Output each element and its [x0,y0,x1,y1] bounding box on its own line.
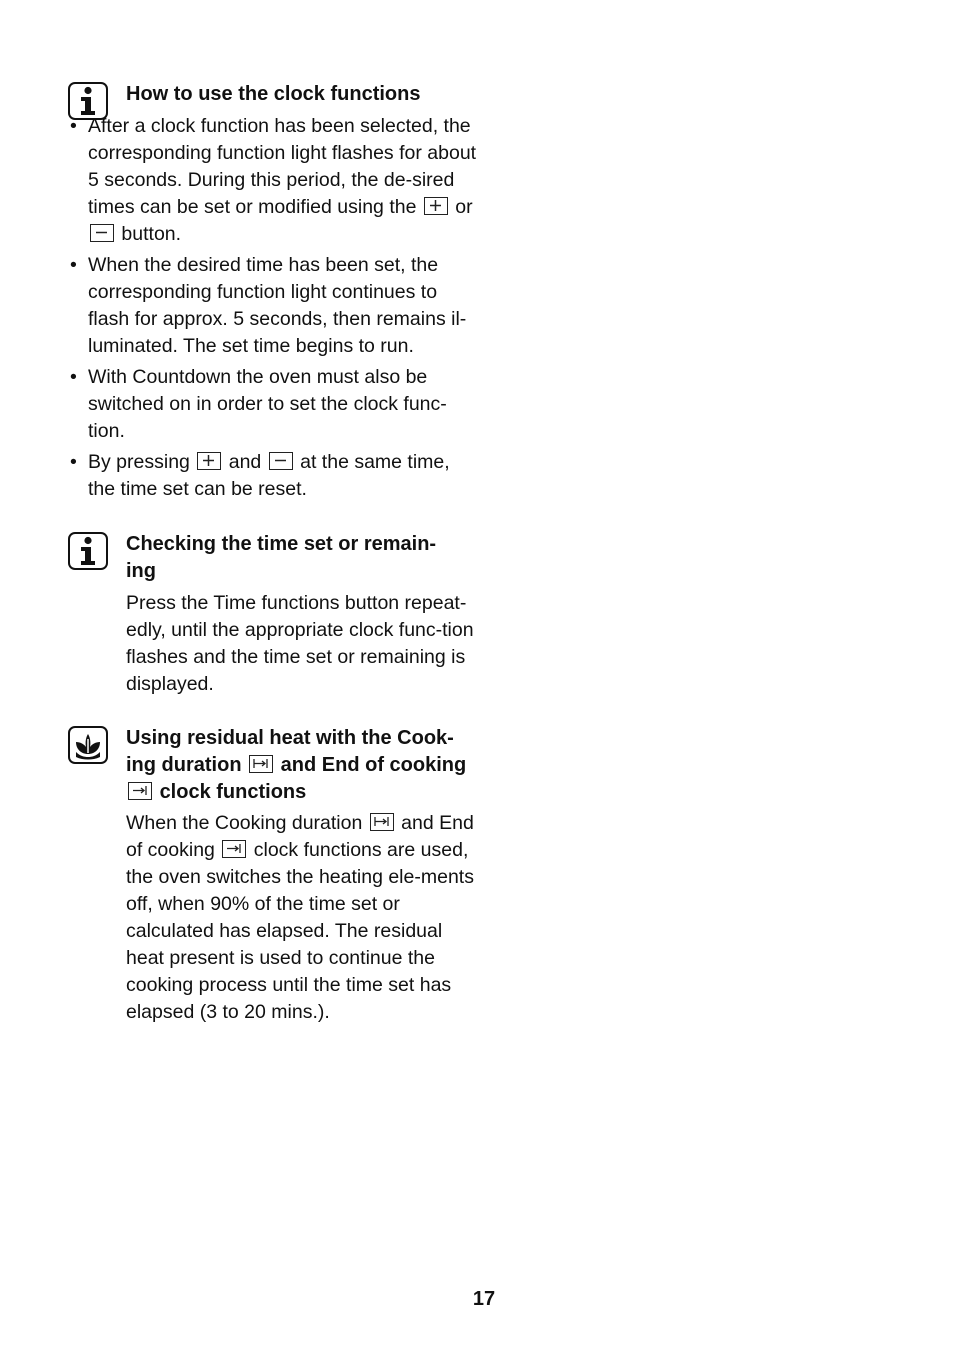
plus-key-icon [197,452,221,470]
bullet-icon: • [70,451,77,473]
bullet-icon: • [70,115,77,137]
plus-key-icon [424,197,448,215]
clock-functions-heading: How to use the clock functions [126,83,421,105]
bullet-icon: • [70,254,77,276]
residual-heat-heading: Using residual heat with the Cook-ing duration and End of cooking clock functions [126,727,467,803]
end-of-cooking-icon [222,840,246,858]
checking-time-body: Press the Time functions button repeat-edly, until the appropriate clock func-tion flashes and the time set or remaining is displayed. [126,592,474,695]
page-number: 17 [472,1288,496,1310]
list-item: • When the desired time has been set, the corresponding function light continues to flash for approx. 5 seconds, then remains il-luminated. The set time begins to run. [70,254,467,357]
minus-key-icon [269,452,293,470]
minus-key-icon [90,224,114,242]
cooking-duration-icon [249,755,273,773]
leaf-icon [68,726,108,764]
checking-time-heading: Checking the time set or remain-ing [126,533,437,582]
residual-heat-body: When the Cooking duration and End of cooking clock functions are used, the oven switches the heating ele-ments off, when 90% of the time set or calculated has elapsed. The residual heat present is used to continue the cooking process until the time set has elapsed (3 to 20 mins.). [126,812,474,1023]
clock-functions-list [0,113,478,507]
bullet-icon: • [70,366,77,388]
list-item: • After a clock function has been selected, the corresponding function light flashes for about 5 seconds. During this period, the de-sired times can be set or modified using the or button. [70,115,477,245]
info-icon [68,532,108,570]
list-item: • By pressing and at the same time, the time set can be reset. [70,451,450,500]
list-item: • With Countdown the oven must also be switched on in order to set the clock func-tion. [70,366,447,442]
cooking-duration-icon [370,813,394,831]
end-of-cooking-icon [128,782,152,800]
